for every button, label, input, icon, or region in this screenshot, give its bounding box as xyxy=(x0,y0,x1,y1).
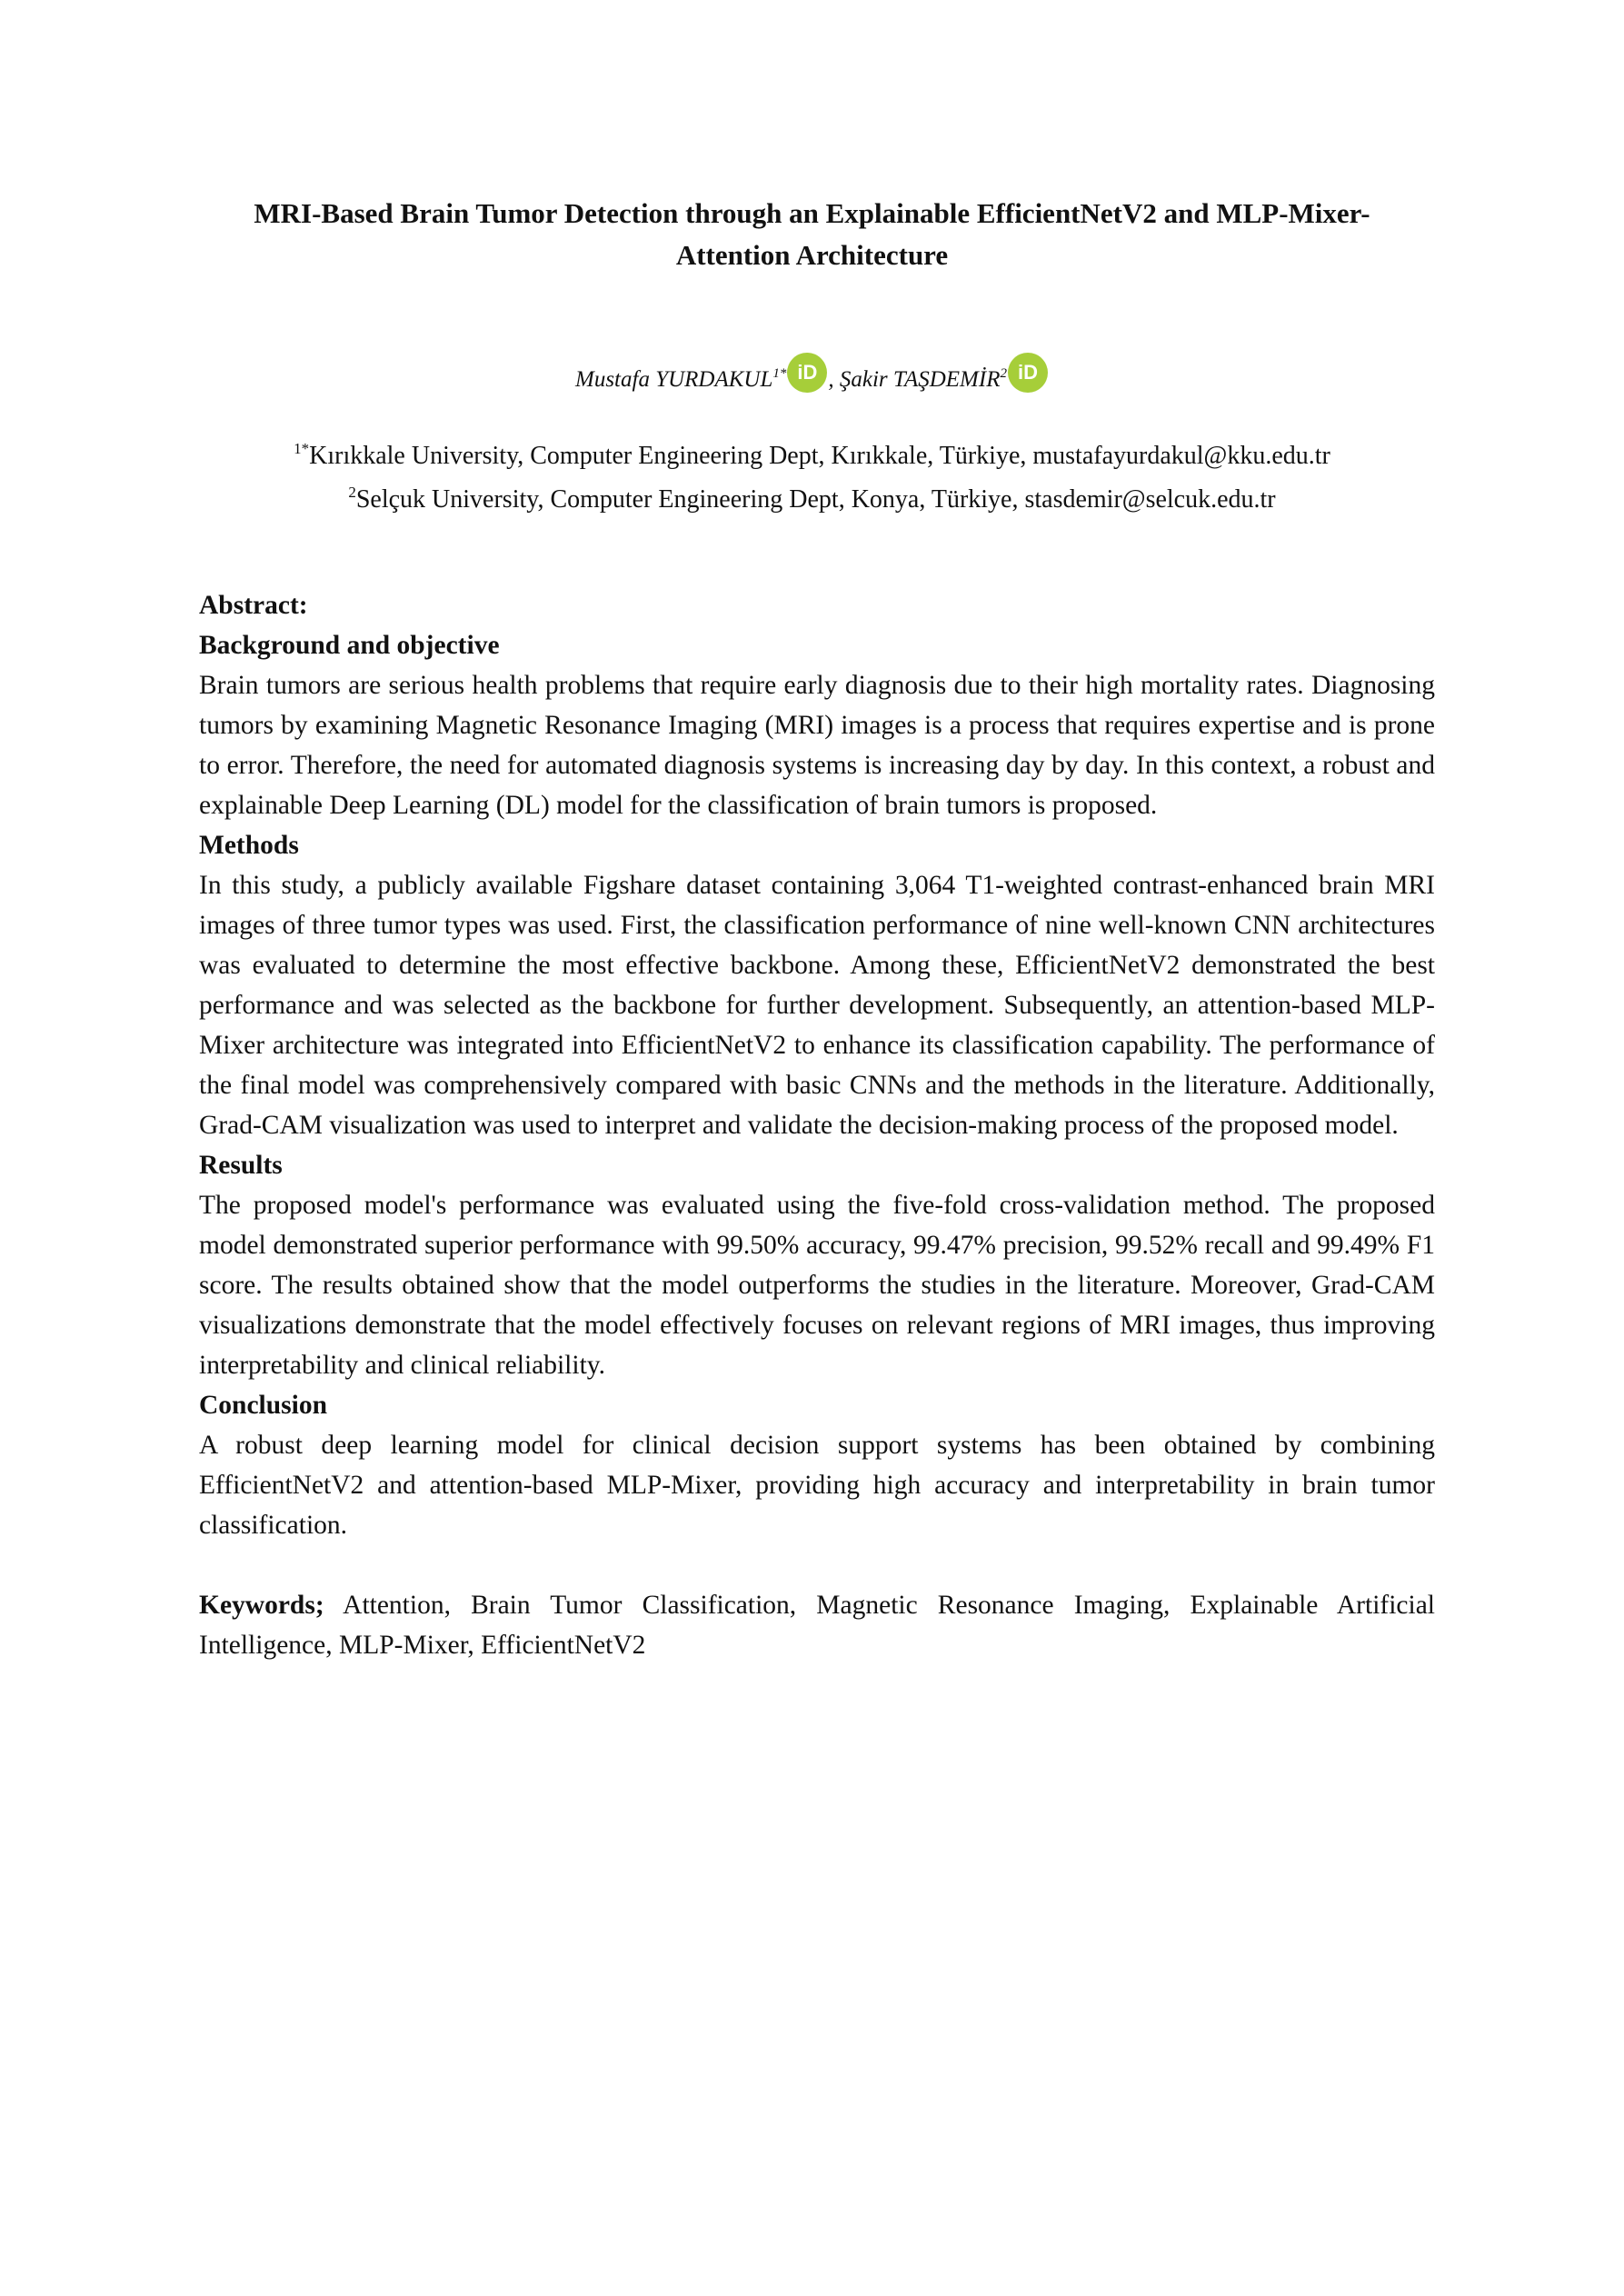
keywords-paragraph xyxy=(199,1585,1435,1665)
results-paragraph: The proposed model's performance was evaluated using the five-fold cross-validation method. The proposed model demonstrated superior performance with 99.50% accuracy, 99.47% precision, 99.52% recall and 99.49% F1 score. The results obtained show that the model outperforms the studies in the literature. Moreover, Grad-CAM visualizations demonstrate that the model effectively focuses on relevant regions of MRI images, thus improving interpretability and clinical reliability. xyxy=(199,1191,1435,1380)
results-heading: Results xyxy=(199,1151,283,1180)
affiliation-2-text: Selçuk University, Computer Engineering Dept, Konya, Türkiye, stasdemir@selcuk.edu.tr xyxy=(355,485,1276,514)
paper-title xyxy=(145,193,1479,276)
author-2-name: Şakir TAŞDEMİR xyxy=(839,367,1001,392)
methods-heading: Methods xyxy=(199,831,299,860)
orcid-icon[interactable]: iD xyxy=(1008,353,1048,393)
background-heading: Background and objective xyxy=(199,631,500,660)
affiliation-1-superscript: 1* xyxy=(294,440,310,457)
author-1-superscript: 1* xyxy=(772,366,787,381)
orcid-icon[interactable]: iD xyxy=(787,353,827,393)
affiliation-2 xyxy=(0,474,1624,518)
keywords-text: Attention, Brain Tumor Classification, Magnetic Resonance Imaging, Explainable Artificial Intelligence, MLP-Mixer, EfficientNetV2 xyxy=(199,1591,1435,1660)
background-paragraph: Brain tumors are serious health problems that require early diagnosis due to their high mortality rates. Diagnosing tumors by examining Magnetic Resonance Imaging (MRI) images is a process that requires expertise and is prone to error. Therefore, the need for automated diagnosis systems is increasing day by day. In this context, a robust and explainable Deep Learning (DL) model for the classification of brain tumors is proposed. xyxy=(199,671,1435,820)
affiliation-1-text: Kırıkkale University, Computer Engineering Dept, Kırıkkale, Türkiye, mustafayurdakul@kku.edu.tr xyxy=(309,442,1330,470)
abstract-heading: Abstract: xyxy=(199,591,308,620)
affiliations xyxy=(0,431,1624,518)
author-line xyxy=(0,353,1624,398)
conclusion-paragraph: A robust deep learning model for clinical decision support systems has been obtained by combining EfficientNetV2 and attention-based MLP-Mixer, providing high accuracy and interpretability in brain tumor classification. xyxy=(199,1431,1435,1540)
conclusion-heading: Conclusion xyxy=(199,1391,327,1420)
author-1-name: Mustafa YURDAKUL xyxy=(575,367,773,392)
author-2-superscript: 2 xyxy=(1000,366,1007,381)
keywords-label: Keywords; xyxy=(199,1591,324,1620)
author-separator: , xyxy=(828,367,840,392)
affiliation-2-superscript: 2 xyxy=(348,484,356,501)
title-line-1: MRI-Based Brain Tumor Detection through an Explainable EfficientNetV2 and MLP-Mixer- xyxy=(254,197,1370,229)
affiliation-1 xyxy=(0,431,1624,474)
title-line-2: Attention Architecture xyxy=(675,239,949,271)
methods-paragraph: In this study, a publicly available Figshare dataset containing 3,064 T1-weighted contrast-enhanced brain MRI images of three tumor types was used. First, the classification performance of nine well-known CNN architectures was evaluated to determine the most effective backbone. Among these, EfficientNetV2 demonstrated the best performance and was selected as the backbone for further development. Subsequently, an attention-based MLP-Mixer architecture was integrated into EfficientNetV2 to enhance its classification capability. The performance of the final model was comprehensively compared with basic CNNs and the methods in the literature. Additionally, Grad-CAM visualization was used to interpret and validate the decision-making process of the proposed model. xyxy=(199,871,1435,1140)
abstract-section xyxy=(199,585,1435,1665)
